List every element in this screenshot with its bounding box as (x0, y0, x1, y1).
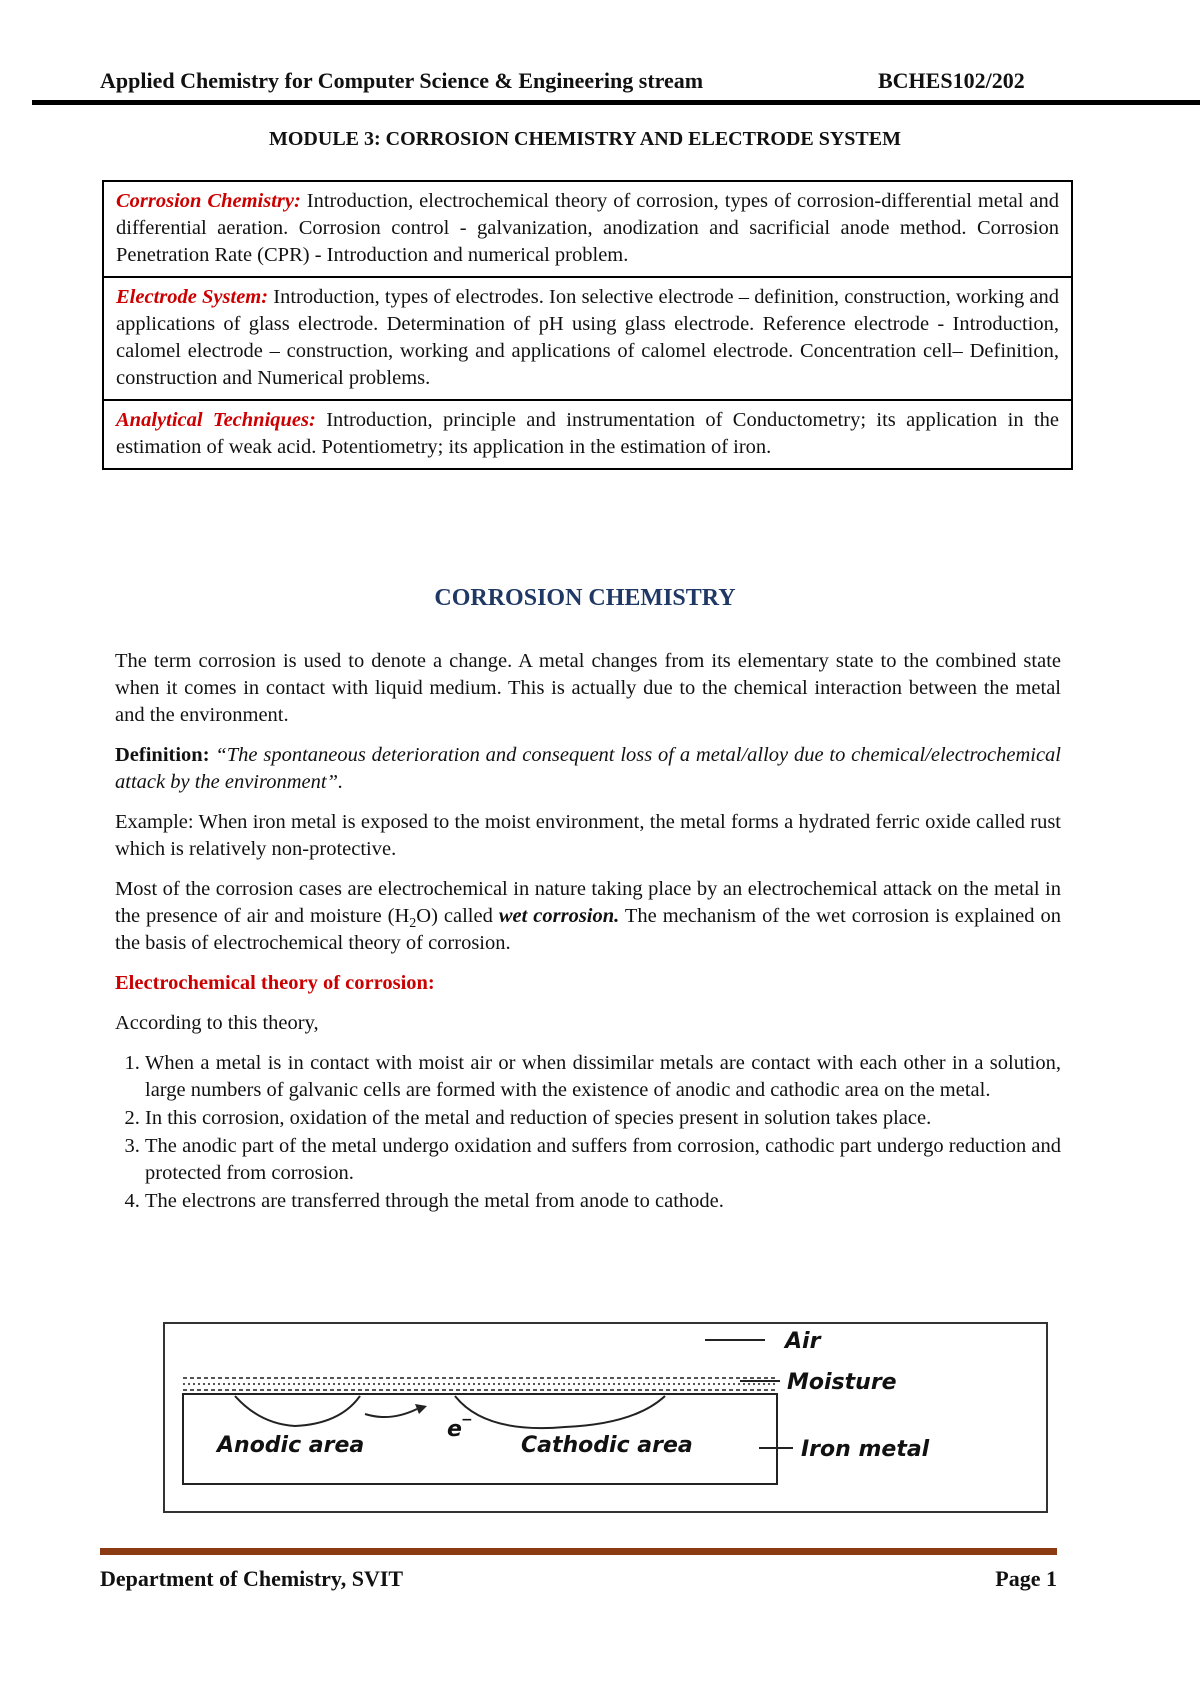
cathodic-curve (455, 1396, 665, 1428)
syllabus-analytical-heading: Analytical Techniques: (116, 409, 316, 431)
theory-lead: According to this theory, (115, 1012, 319, 1034)
wet-text-part2: O) called (416, 905, 499, 927)
syllabus-row-analytical (104, 399, 1071, 468)
wet-text-part1: Most of the corrosion cases are electrochemical in nature taking place by an electrochemical attack on the metal in the presence of air and moisture (H (115, 878, 1061, 927)
list-item: 1. When a metal is in contact with moist air or when dissimilar metals are contact with each other in a solution, large numbers of galvanic cells are formed with the existence of anodic and cathodic area on the metal. (145, 1050, 1061, 1104)
example-paragraph: Example: When iron metal is exposed to the moist environment, the metal forms a hydrated ferric oxide called rust which is relatively non-protective. (115, 811, 1061, 860)
electron-label: e (447, 1417, 462, 1442)
footer-rule (100, 1548, 1057, 1555)
wet-corrosion-term: wet corrosion. (498, 905, 620, 927)
moisture-layer (183, 1378, 777, 1390)
definition-paragraph (115, 742, 1061, 796)
iron-metal-label: Iron metal (801, 1437, 930, 1462)
body-text (115, 648, 1061, 1216)
air-label: Air (785, 1329, 821, 1354)
syllabus-row-corrosion (104, 182, 1071, 276)
wet-corrosion-paragraph (115, 876, 1061, 957)
list-item: 4. The electrons are transferred through the metal from anode to cathode. (145, 1188, 1061, 1215)
syllabus-electrode-text: Introduction, types of electrodes. Ion selective electrode – definition, construction, working and applications of glass electrode. Determination of pH using glass electrode. Reference electrode - Introduction, calomel electrode – construction, working and applications of calomel electrode. Concentration cell– Definition, construction and Numerical problems. (116, 286, 1059, 389)
header-rule (32, 100, 1200, 105)
theory-heading: Electrochemical theory of corrosion: (115, 972, 435, 994)
section-title: CORROSION CHEMISTRY (434, 585, 736, 611)
header-course-code: BCHES102/202 (878, 68, 1025, 93)
page-number: Page 1 (995, 1566, 1057, 1591)
water-subscript: 2 (409, 916, 417, 932)
electron-arrow (365, 1409, 417, 1417)
module-title: MODULE 3: CORROSION CHEMISTRY AND ELECTRODE SYSTEM (269, 128, 901, 150)
syllabus-row-electrode (104, 276, 1071, 399)
syllabus-corrosion-text: Introduction, electrochemical theory of corrosion, types of corrosion-differential metal and differential aeration. Corrosion control - galvanization, anodization and sacrificial anode method. Corrosion Penetration Rate (CPR) - Introduction and numerical problem. (116, 190, 1059, 266)
theory-list (115, 1050, 1061, 1215)
corrosion-diagram-svg (165, 1324, 1046, 1511)
page-header (100, 68, 1160, 100)
syllabus-table (102, 180, 1073, 470)
definition-label: Definition: (115, 744, 210, 766)
moisture-label: Moisture (787, 1370, 897, 1395)
electron-charge: − (461, 1412, 473, 1428)
intro-paragraph: The term corrosion is used to denote a change. A metal changes from its elementary state to the combined state when it comes in contact with liquid medium. This is actually due to the chemical interaction between the metal and the environment. (115, 650, 1061, 726)
footer-department: Department of Chemistry, SVIT (100, 1566, 404, 1591)
list-item: 3. The anodic part of the metal undergo oxidation and suffers from corrosion, cathodic part undergo reduction and protected from corrosion. (145, 1133, 1061, 1187)
list-item: 2. In this corrosion, oxidation of the metal and reduction of species present in solution takes place. (145, 1105, 1061, 1132)
syllabus-analytical-text: Introduction, principle and instrumentation of Conductometry; its application in the estimation of weak acid. Potentiometry; its application in the estimation of iron. (116, 409, 1059, 458)
header-title: Applied Chemistry for Computer Science & Engineering stream (100, 68, 704, 93)
wet-text-part3: The mechanism of the wet corrosion is explained on the basis of electrochemical theory of corrosion. (115, 905, 1061, 954)
anodic-area-label: Anodic area (217, 1433, 365, 1458)
cathodic-area-label: Cathodic area (521, 1433, 693, 1458)
syllabus-corrosion-heading: Corrosion Chemistry: (116, 190, 301, 212)
anodic-pit (235, 1396, 360, 1426)
definition-text: “The spontaneous deterioration and consequent loss of a metal/alloy due to chemical/electrochemical attack by the environment”. (115, 744, 1061, 793)
syllabus-electrode-heading: Electrode System: (116, 286, 269, 308)
corrosion-diagram (163, 1322, 1048, 1513)
